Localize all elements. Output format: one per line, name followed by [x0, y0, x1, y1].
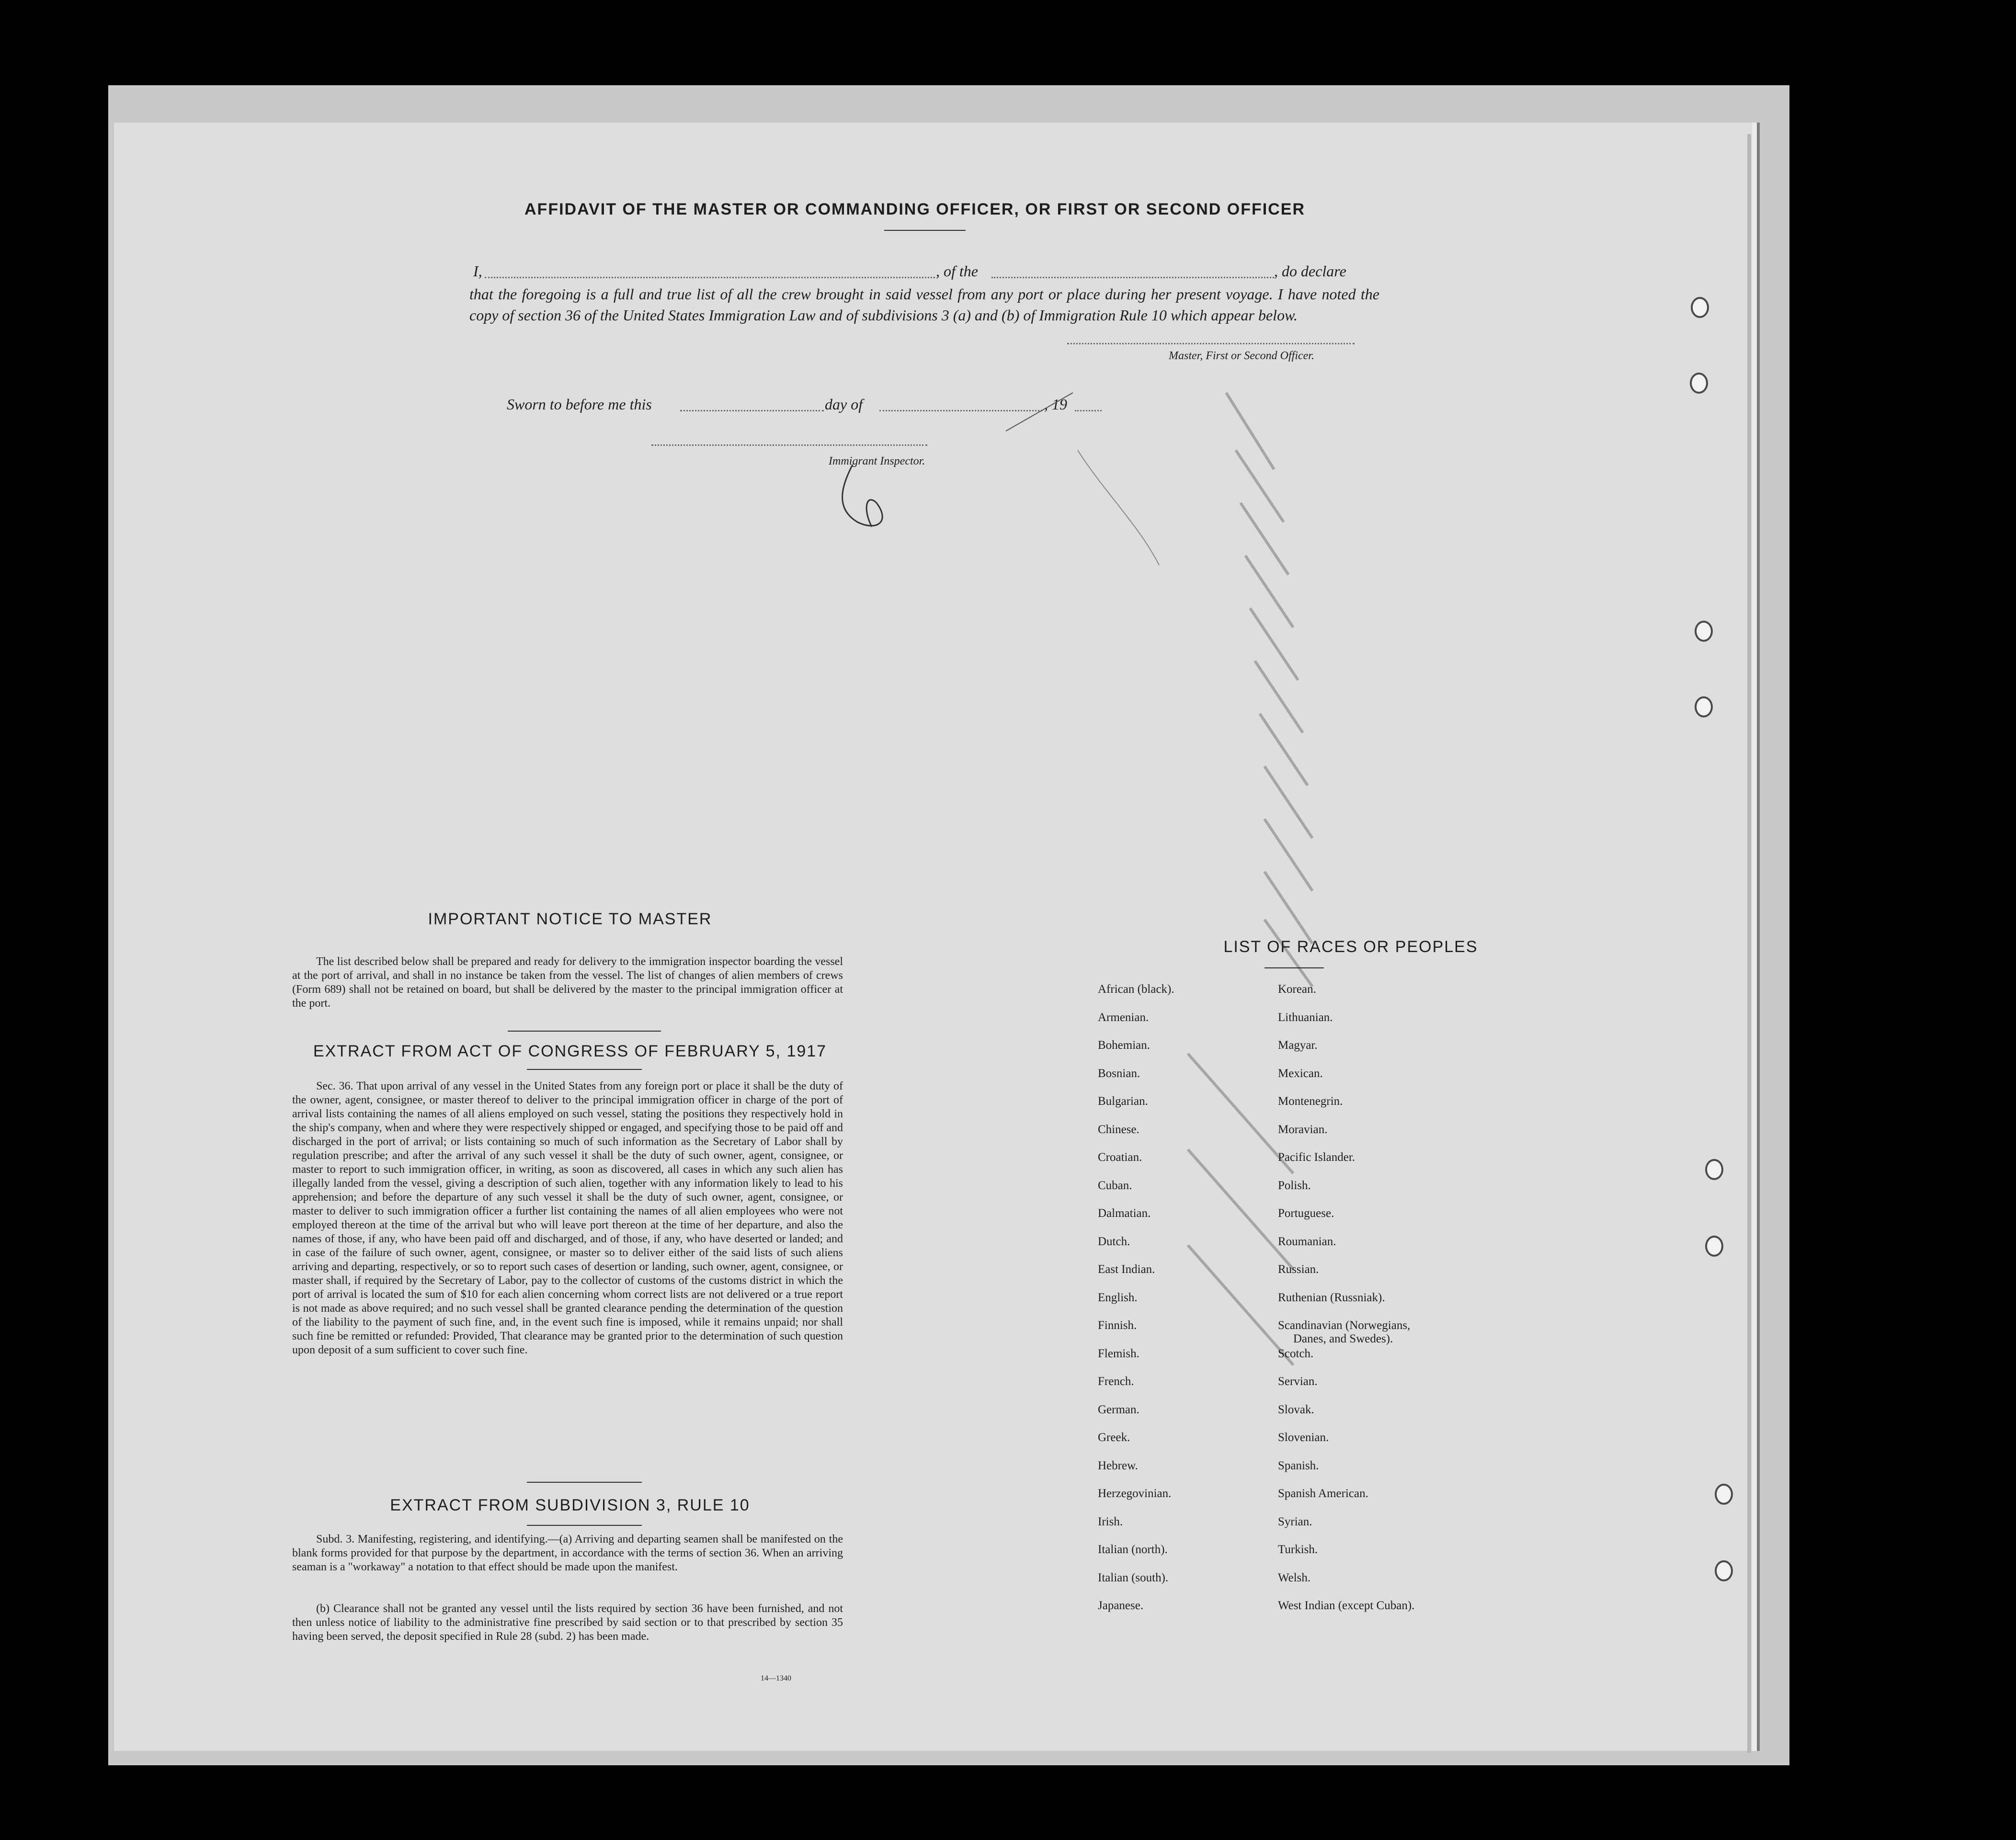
race-right-item: Turkish. [1278, 1543, 1318, 1556]
race-left-item: Armenian. [1098, 1011, 1149, 1024]
race-left-item: Flemish. [1098, 1347, 1139, 1360]
race-left-item: English. [1098, 1291, 1138, 1304]
race-right-item: Montenegrin. [1278, 1095, 1343, 1108]
rule-heading: EXTRACT FROM SUBDIVISION 3, RULE 10 [390, 1496, 750, 1514]
sworn-mid: day of [825, 396, 863, 413]
inspector-caption: Immigrant Inspector. [829, 455, 925, 467]
race-left-item: Irish. [1098, 1515, 1123, 1528]
race-right-item: Syrian. [1278, 1515, 1312, 1528]
race-right-item: Korean. [1278, 983, 1316, 996]
rule-text-b: (b) Clearance shall not be granted any vessel until the lists required by section 36 have been furnished, and not then unless notice of liability to the administrative fine prescribed by said section or to that prescribed by section 35 having been served, the deposit specified in Rule 28 (subd. 2) has been made. [292, 1602, 843, 1643]
race-left-item: Hebrew. [1098, 1459, 1138, 1472]
race-right-item: Roumanian. [1278, 1235, 1336, 1248]
sworn-start: Sworn to before me this [507, 396, 652, 413]
race-right-item: Russian. [1278, 1263, 1319, 1276]
race-left-item: African (black). [1098, 983, 1174, 996]
race-right-item: Slovenian. [1278, 1431, 1329, 1444]
affidavit-line1-end: , do declare [1274, 262, 1346, 280]
race-right-item: Portuguese. [1278, 1207, 1334, 1220]
race-right-item: Magyar. [1278, 1039, 1318, 1052]
race-left-item: Bosnian. [1098, 1067, 1140, 1080]
race-left-item: Italian (north). [1098, 1543, 1168, 1556]
race-right-item: Scotch. [1278, 1347, 1314, 1360]
form-number: 14—1340 [761, 1674, 791, 1682]
race-right-item: Mexican. [1278, 1067, 1323, 1080]
race-left-item: Cuban. [1098, 1179, 1132, 1192]
race-left-item: East Indian. [1098, 1263, 1155, 1276]
affidavit-line1-start: I, [473, 262, 482, 280]
race-right-item: Lithuanian. [1278, 1011, 1333, 1024]
race-right-item: Spanish American. [1278, 1487, 1368, 1500]
notice-heading: IMPORTANT NOTICE TO MASTER [428, 910, 712, 928]
race-right-item: Scandinavian (Norwegians, [1278, 1319, 1411, 1332]
race-left-item: Japanese. [1098, 1599, 1144, 1612]
affidavit-title: AFFIDAVIT OF THE MASTER OR COMMANDING OFFICER, OR FIRST OR SECOND OFFICER [524, 200, 1305, 218]
race-right-item: Pacific Islander. [1278, 1151, 1355, 1164]
act-text: Sec. 36. That upon arrival of any vessel in the United States from any foreign port or place it shall be the duty of the owner, agent, consignee, or master thereof to deliver to the principal immigration officer in charge of the port of arrival lists containing the names of all aliens employed on such vessel, stating the positions they respectively hold in the ship's company, when and where they were respectively shipped or engaged, and specifying those to be paid off and discharged in the port of arrival; or lists containing so much of such information as the Secretary of Labor shall by regulation prescribe; and after the arrival of any such vessel it shall be the duty of such owner, agent, consignee, or master to report to such immigration officer, in writing, as soon as discovered, all cases in which any such alien has illegally landed from the vessel, giving a description of such alien, together with any information likely to lead to his apprehension; and before the departure of any such vessel it shall be the duty of such owner, agent, consignee, or master to deliver to such immigration officer a further list containing the names of all alien employees who were not employed thereon at the time of the arrival but who will leave port thereon at the time of her departure, and also the names of those, if any, who have been paid off and discharged, and of those, if any, who have deserted or landed; and in case of the failure of such owner, agent, consignee, or master so to deliver either of the said lists of such aliens arriving and departing, respectively, or so to report such cases of desertion or landing, such owner, agent, consignee, or master shall, if required by the Secretary of Labor, pay to the collector of customs of the customs district in which the port of arrival is located the sum of $10 for each alien concerning whom correct lists are not delivered or a true report is not made as above required; and no such vessel shall be granted clearance pending the determination of the question of the liability to the payment of such fine, and, in the event such fine is imposed, while it remains unpaid; nor shall such fine be remitted or refunded: Provided, That clearance may be granted prior to the determination of such question upon deposit of a sum sufficient to cover such fine. [292, 1080, 843, 1356]
race-left-item: German. [1098, 1403, 1139, 1416]
race-right-item: Slovak. [1278, 1403, 1314, 1416]
races-heading: LIST OF RACES OR PEOPLES [1223, 938, 1478, 956]
race-right-item: Spanish. [1278, 1459, 1319, 1472]
race-right-item-continuation: Danes, and Swedes). [1293, 1332, 1393, 1345]
rule-text-a: Subd. 3. Manifesting, registering, and identifying.—(a) Arriving and departing seamen shall be manifested on the blank forms provided for that purpose by the department, in accordance with the terms of section 36. When an arriving seaman is a "workaway" a notation to that effect should be made upon the manifest. [292, 1533, 843, 1573]
races-rule [1264, 967, 1324, 968]
race-right-item: West Indian (except Cuban). [1278, 1599, 1415, 1612]
rule-rule-top [527, 1482, 642, 1483]
race-right-item: Welsh. [1278, 1571, 1311, 1584]
race-left-item: Croatian. [1098, 1151, 1142, 1164]
notice-text: The list described below shall be prepared and ready for delivery to the immigration inspector boarding the vessel at the port of arrival, and shall in no instance be taken from the vessel. The list of changes of alien members of crews (Form 689) shall not be retained on board, but shall be delivered by the master to the principal immigration officer at the port. [292, 955, 843, 1010]
notice-rule [508, 1031, 661, 1032]
affidavit-line1-mid: , of the [936, 262, 978, 280]
race-left-item: French. [1098, 1375, 1134, 1388]
rule-rule-bottom [527, 1525, 642, 1526]
race-left-item: Dalmatian. [1098, 1207, 1151, 1220]
race-left-item: Finnish. [1098, 1319, 1137, 1332]
act-heading: EXTRACT FROM ACT OF CONGRESS OF FEBRUARY 5, 1917 [313, 1042, 827, 1060]
race-right-item: Servian. [1278, 1375, 1318, 1388]
signature-caption: Master, First or Second Officer. [1169, 350, 1314, 362]
race-left-item: Chinese. [1098, 1123, 1139, 1136]
race-left-item: Greek. [1098, 1431, 1130, 1444]
race-left-item: Bulgarian. [1098, 1095, 1148, 1108]
act-rule [527, 1069, 642, 1070]
race-right-item: Polish. [1278, 1179, 1311, 1192]
sworn-end: , 19 [1044, 396, 1067, 413]
affidavit-body: that the foregoing is a full and true list of all the crew brought in said vessel from any port or place during her present voyage. I have noted the copy of section 36 of the United States Immigration Law and of subdivisions 3 (a) and (b) of Immigration Rule 10 which appear below. [469, 285, 1379, 324]
race-left-item: Bohemian. [1098, 1039, 1150, 1052]
race-right-item: Moravian. [1278, 1123, 1328, 1136]
race-left-item: Dutch. [1098, 1235, 1130, 1248]
race-left-item: Herzegovinian. [1098, 1487, 1172, 1500]
race-left-item: Italian (south). [1098, 1571, 1169, 1584]
race-right-item: Ruthenian (Russniak). [1278, 1291, 1385, 1304]
